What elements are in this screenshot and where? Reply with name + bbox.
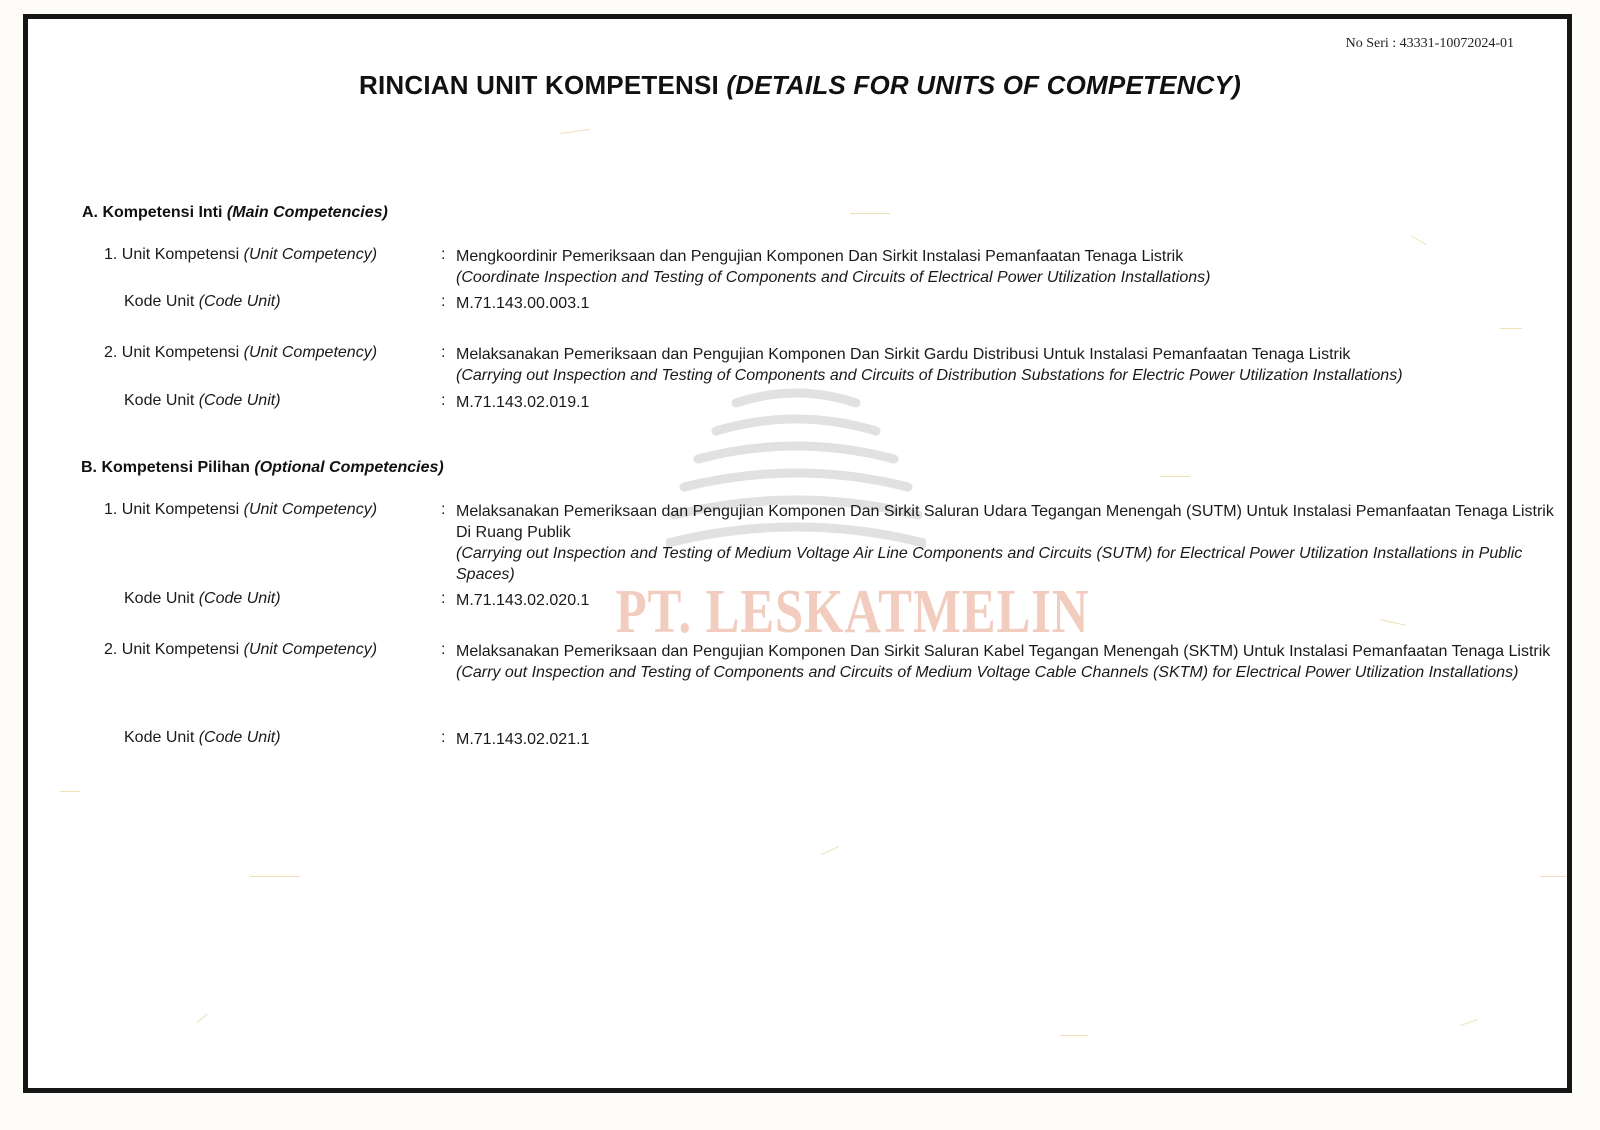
unit-label-text-en: (Unit Competency) [243, 501, 378, 518]
serial-number: No Seri : 43331-10072024-01 [1345, 36, 1514, 51]
code-label-text-en: (Code Unit) [198, 392, 281, 409]
unit-name-english: (Coordinate Inspection and Testing of Components and Circuits of Electrical Power Utilization Installations) [456, 269, 1211, 286]
separator: : [441, 293, 446, 310]
section-heading-main [82, 204, 388, 222]
code-label-text-en: (Code Unit) [198, 729, 281, 746]
unit-label-text: 2. Unit Kompetensi [104, 641, 240, 658]
paper-fibre [1500, 328, 1522, 329]
paper-fibre [1160, 476, 1190, 477]
code-label-text: Kode Unit [124, 590, 195, 607]
unit-name [456, 246, 1556, 288]
unit-label-text: 2. Unit Kompetensi [104, 344, 240, 361]
code-label-text-en: (Code Unit) [198, 293, 281, 310]
paper-fibre [250, 876, 300, 877]
code-label [124, 729, 281, 747]
page-title [0, 70, 1600, 101]
unit-code: M.71.143.02.021.1 [456, 731, 590, 748]
separator: : [441, 501, 446, 518]
unit-name-english: (Carry out Inspection and Testing of Components and Circuits of Medium Voltage Cable Channels (SKTM) for Electrical Power Utilization Installations) [456, 664, 1519, 681]
separator: : [441, 246, 446, 263]
code-label-text-en: (Code Unit) [198, 590, 281, 607]
unit-name-indonesian: Melaksanakan Pemeriksaan dan Pengujian Komponen Dan Sirkit Saluran Kabel Tegangan Menengah (SKTM) Untuk Instalasi Pemanfaatan Tenaga Listrik [456, 643, 1551, 660]
title-english: (DETAILS FOR UNITS OF COMPETENCY) [726, 70, 1241, 100]
section-heading-label-en: (Optional Competencies) [254, 459, 444, 476]
unit-label-text-en: (Unit Competency) [243, 344, 378, 361]
unit-name-english: (Carrying out Inspection and Testing of Medium Voltage Air Line Components and Circuits (SUTM) for Electrical Power Utilization Installations in Public Spaces) [456, 545, 1523, 583]
section-heading-label: A. Kompetensi Inti [82, 204, 223, 221]
unit-label [104, 246, 377, 264]
code-label [124, 590, 281, 608]
unit-name [456, 501, 1556, 585]
unit-name-indonesian: Melaksanakan Pemeriksaan dan Pengujian Komponen Dan Sirkit Saluran Udara Tegangan Menengah (SUTM) Untuk Instalasi Pemanfaatan Tenaga Listrik Di Ruang Publik [456, 503, 1554, 541]
unit-code: M.71.143.02.020.1 [456, 592, 590, 609]
unit-label [104, 501, 377, 519]
paper-fibre [60, 791, 80, 792]
code-label-text: Kode Unit [124, 293, 195, 310]
unit-code: M.71.143.02.019.1 [456, 394, 590, 411]
separator: : [441, 344, 446, 361]
code-label [124, 392, 281, 410]
unit-label-text-en: (Unit Competency) [243, 641, 378, 658]
separator: : [441, 729, 446, 746]
separator: : [441, 590, 446, 607]
unit-label-text-en: (Unit Competency) [243, 246, 378, 263]
watermark-text: PT. LESKATMELIN [615, 578, 1090, 646]
code-label [124, 293, 281, 311]
section-heading-optional [81, 459, 444, 477]
paper-fibre [1540, 876, 1566, 877]
paper-fibre [850, 213, 890, 214]
unit-label-text: 1. Unit Kompetensi [104, 246, 240, 263]
section-heading-label-en: (Main Competencies) [226, 204, 388, 221]
title-indonesian: RINCIAN UNIT KOMPETENSI [359, 70, 719, 100]
section-heading-label: B. Kompetensi Pilihan [81, 459, 250, 476]
separator: : [441, 641, 446, 658]
unit-name-indonesian: Melaksanakan Pemeriksaan dan Pengujian Komponen Dan Sirkit Gardu Distribusi Untuk Instalasi Pemanfaatan Tenaga Listrik [456, 346, 1351, 363]
unit-name [456, 641, 1556, 683]
code-label-text: Kode Unit [124, 729, 195, 746]
unit-label-text: 1. Unit Kompetensi [104, 501, 240, 518]
unit-code: M.71.143.00.003.1 [456, 295, 590, 312]
paper-fibre [1060, 1035, 1088, 1036]
unit-name-english: (Carrying out Inspection and Testing of Components and Circuits of Distribution Substations for Electric Power Utilization Installations) [456, 367, 1403, 384]
unit-label [104, 641, 377, 659]
separator: : [441, 392, 446, 409]
unit-label [104, 344, 377, 362]
code-label-text: Kode Unit [124, 392, 195, 409]
unit-name [456, 344, 1556, 386]
unit-name-indonesian: Mengkoordinir Pemeriksaan dan Pengujian Komponen Dan Sirkit Instalasi Pemanfaatan Tenaga Listrik [456, 248, 1184, 265]
